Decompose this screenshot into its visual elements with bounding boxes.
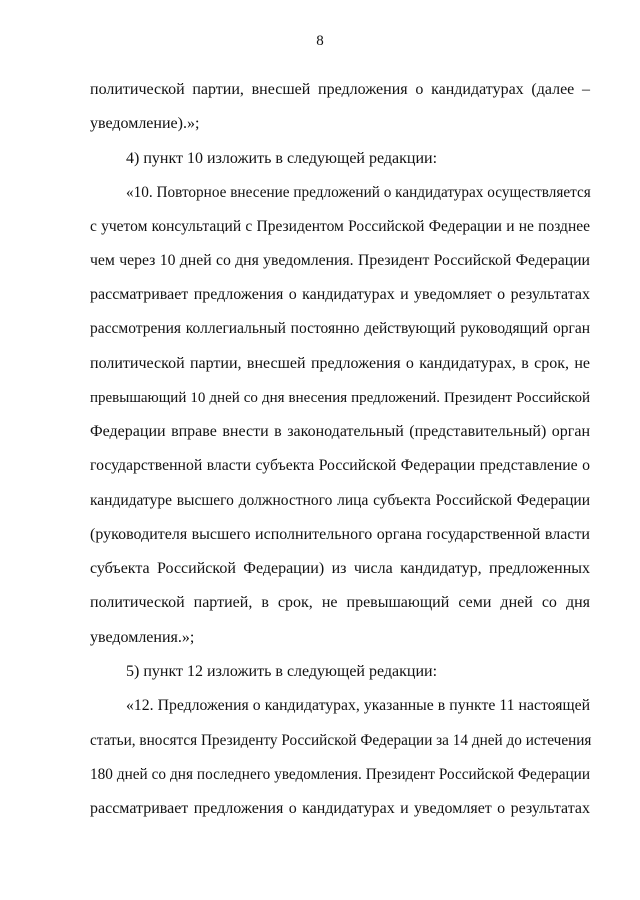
text-line: 4) пункт 10 изложить в следующей редакции: [126,150,438,167]
text-line: 180 дней со дня последнего уведомления. Президент Российской Федерации [90,766,590,783]
text-line: превышающий 10 дней со дня внесения предложений. Президент Российской [90,390,590,406]
text-line: чем через 10 дней со дня уведомления. Президент Российской Федерации [90,252,590,269]
page-number: 8 [316,33,324,49]
text-line: статьи, вносятся Президенту Российской Федерации за 14 дней до истечения [90,732,592,749]
text-line: (руководителя высшего исполнительного органа государственной власти [90,526,590,543]
text-line: кандидатуре высшего должностного лица субъекта Российской Федерации [90,492,590,509]
text-line: политической партии, внесшей предложения о кандидатурах (далее – [90,81,590,98]
text-line: «10. Повторное внесение предложений о кандидатурах осуществляется [126,184,591,201]
text-line: рассматривает предложения о кандидатурах и уведомляет о результатах [90,286,590,303]
text-line: политической партией, в срок, не превышающий семи дней со дня [90,594,590,611]
text-line: Федерации вправе внести в законодательный (представительный) орган [90,423,590,440]
text-line: субъекта Российской Федерации) из числа кандидатур, предложенных [90,560,590,577]
text-line: с учетом консультаций с Президентом Российской Федерации и не позднее [90,218,590,235]
text-line: уведомления.»; [90,629,195,646]
text-line: государственной власти субъекта Российской Федерации представление о [90,457,590,474]
text-line: рассмотрения коллегиальный постоянно действующий руководящий орган [90,320,590,337]
text-line: политической партии, внесшей предложения о кандидатурах, в срок, не [90,355,590,372]
text-line: рассматривает предложения о кандидатурах и уведомляет о результатах [90,800,590,817]
text-line: 5) пункт 12 изложить в следующей редакции: [126,663,438,680]
text-line: «12. Предложения о кандидатурах, указанные в пункте 11 настоящей [126,697,590,714]
text-line: уведомление).»; [90,115,200,132]
